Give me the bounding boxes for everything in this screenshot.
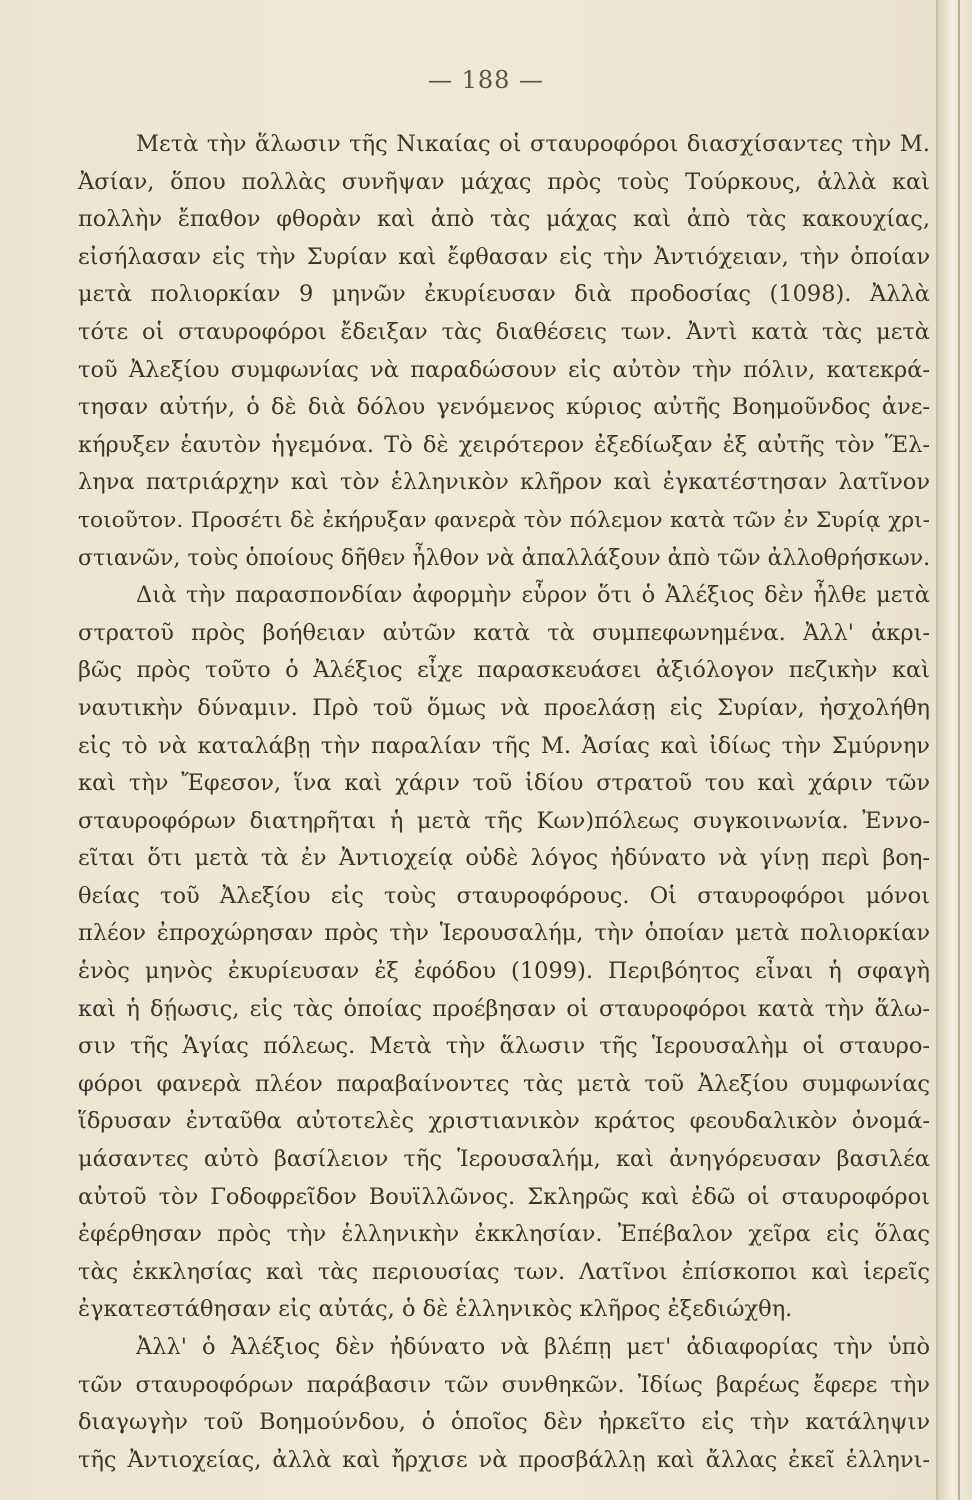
text-line: καὶ ἡ δῄωσις, εἰς τὰς ὁποίας προέβησαν οἱ σταυροφόροι κατὰ τὴν ἅλω- (78, 995, 930, 1022)
text-line: ληνα πατριάρχην καὶ τὸν ἑλληνικὸν κλῆρον καὶ ἐγκατέστησαν λατῖνον (78, 469, 930, 496)
text-line: κήρυξεν ἑαυτὸν ἡγεμόνα. Τὸ δὲ χειρότερον ἐξεδίωξαν ἐξ αὐτῆς τὸν Ἕλ- (78, 431, 930, 458)
text-line: φόροι φανερὰ πλέον παραβαίνοντες τὰς μετὰ τοῦ Ἀλεξίου συμφωνίας (78, 1070, 930, 1097)
text-line: Ἀλλ' ὁ Ἀλέξιος δὲν ἠδύνατο νὰ βλέπῃ μετ' ἀδιαφορίας τὴν ὑπὸ (136, 1334, 930, 1360)
page-edge-line (958, 0, 960, 1500)
text-line: ναυτικὴν δύναμιν. Πρὸ τοῦ ὅμως νὰ προελάσῃ εἰς Συρίαν, ἠσχολήθη (78, 694, 930, 721)
adjacent-page-edge (936, 0, 972, 1500)
text-line: πολλὴν ἔπαθον φθορὰν καὶ ἀπὸ τὰς μάχας καὶ ἀπὸ τὰς κακουχίας, (78, 206, 930, 233)
text-line: μετὰ πολιορκίαν 9 μηνῶν ἐκυρίευσαν διὰ προδοσίας (1098). Ἀλλὰ (78, 281, 930, 308)
body-text (78, 126, 930, 1479)
text-line: τοιοῦτον. Προσέτι δὲ ἐκήρυξαν φανερὰ τὸν πόλεμον κατὰ τῶν ἐν Συρίᾳ χρι- (78, 507, 930, 533)
text-line: μάσαντες αὐτὸ βασίλειον τῆς Ἱερουσαλήμ, καὶ ἀνηγόρευσαν βασιλέα (78, 1146, 930, 1173)
text-line: Διὰ τὴν παρασπονδίαν ἀφορμὴν εὗρον ὅτι ὁ Ἀλέξιος δὲν ἦλθε μετὰ (136, 582, 930, 609)
text-line: τῆς Ἀντιοχείας, ἀλλὰ καὶ ἤρχισε νὰ προσβάλλῃ καὶ ἄλλας ἐκεῖ ἑλληνι- (78, 1446, 930, 1473)
text-line: αὐτοῦ τὸν Γοδοφρεῖδον Βουϊλλῶνος. Σκληρῶς καὶ ἐδῶ οἱ σταυροφόροι (78, 1183, 930, 1210)
text-line: ἐγκατεστάθησαν εἰς αὐτάς, ὁ δὲ ἑλληνικὸς κλῆρος ἐξεδιώχθη. (78, 1296, 793, 1323)
text-line: τότε οἱ σταυροφόροι ἔδειξαν τὰς διαθέσεις των. Ἀντὶ κατὰ τὰς μετὰ (78, 318, 930, 345)
text-line: Μετὰ τὴν ἅλωσιν τῆς Νικαίας οἱ σταυροφόροι διασχίσαντες τὴν Μ. (136, 131, 930, 157)
text-line: ἑνὸς μηνὸς ἐκυρίευσαν ἐξ ἐφόδου (1099). Περιβόητος εἶναι ἡ σφαγὴ (78, 958, 930, 985)
text-line: τὰς ἐκκλησίας καὶ τὰς περιουσίας των. Λατῖνοι ἐπίσκοποι καὶ ἱερεῖς (78, 1258, 930, 1285)
text-line: τησαν αὐτήν, ὁ δὲ διὰ δόλου γενόμενος κύριος αὐτῆς Βοημοῦνδος ἀνε- (78, 394, 930, 421)
text-line: εἰς τὸ νὰ καταλάβῃ τὴν παραλίαν τῆς Μ. Ἀσίας καὶ ἰδίως τὴν Σμύρνην (78, 732, 930, 759)
page-number: — 188 — (427, 66, 545, 94)
text-line: εἰσήλασαν εἰς τὴν Συρίαν καὶ ἔφθασαν εἰς τὴν Ἀντιόχειαν, τὴν ὁποίαν (78, 243, 930, 270)
text-line: τῶν σταυροφόρων παράβασιν τῶν συνθηκῶν. Ἰδίως βαρέως ἔφερε τὴν (78, 1371, 930, 1398)
text-line: ἐφέρθησαν πρὸς τὴν ἑλληνικὴν ἐκκλησίαν. Ἐπέβαλον χεῖρα εἰς ὅλας (78, 1221, 930, 1248)
text-line: τοῦ Ἀλεξίου συμφωνίας νὰ παραδώσουν εἰς αὐτὸν τὴν πόλιν, κατεκρά- (78, 356, 930, 383)
text-line: ἵδρυσαν ἐνταῦθα αὐτοτελὲς χριστιανικὸν κράτος φεουδαλικὸν ὀνομά- (78, 1108, 930, 1135)
text-line: καὶ τὴν Ἔφεσον, ἵνα καὶ χάριν τοῦ ἰδίου στρατοῦ του καὶ χάριν τῶν (78, 770, 930, 797)
text-line: σιν τῆς Ἁγίας πόλεως. Μετὰ τὴν ἅλωσιν τῆς Ἱερουσαλὴμ οἱ σταυρο- (78, 1033, 930, 1060)
text-line: εῖται ὅτι μετὰ τὰ ἐν Ἀντιοχείᾳ οὐδὲ λόγος ἠδύνατο νὰ γίνῃ περὶ βοη- (78, 845, 930, 872)
text-line: θείας τοῦ Ἀλεξίου εἰς τοὺς σταυροφόρους. Οἱ σταυροφόροι μόνοι (78, 882, 930, 909)
text-line: διαγωγὴν τοῦ Βοημούνδου, ὁ ὁποῖος δὲν ἠρκεῖτο εἰς τὴν κατάληψιν (78, 1409, 930, 1436)
text-line: πλέον ἐπροχώρησαν πρὸς τὴν Ἱερουσαλήμ, τὴν ὁποίαν μετὰ πολιορκίαν (78, 920, 930, 947)
text-line: Ἀσίαν, ὅπου πολλὰς συνῆψαν μάχας πρὸς τοὺς Τούρκους, ἀλλὰ καὶ (78, 168, 930, 195)
text-line: βῶς πρὸς τοῦτο ὁ Ἀλέξιος εἶχε παρασκευάσει ἀξιόλογον πεζικὴν καὶ (78, 657, 930, 684)
text-line: σταυροφόρων διατηρῆται ἡ μετὰ τῆς Κων)πόλεως συγκοινωνία. Ἐννο- (78, 807, 930, 834)
text-line: στρατοῦ πρὸς βοήθειαν αὐτῶν κατὰ τὰ συμπεφωνημένα. Ἀλλ' ἀκρι- (78, 619, 930, 646)
text-line: στιανῶν, τοὺς ὁποίους δῆθεν ἦλθον νὰ ἀπαλλάξουν ἀπὸ τῶν ἀλλοθρήσκων. (78, 545, 931, 571)
